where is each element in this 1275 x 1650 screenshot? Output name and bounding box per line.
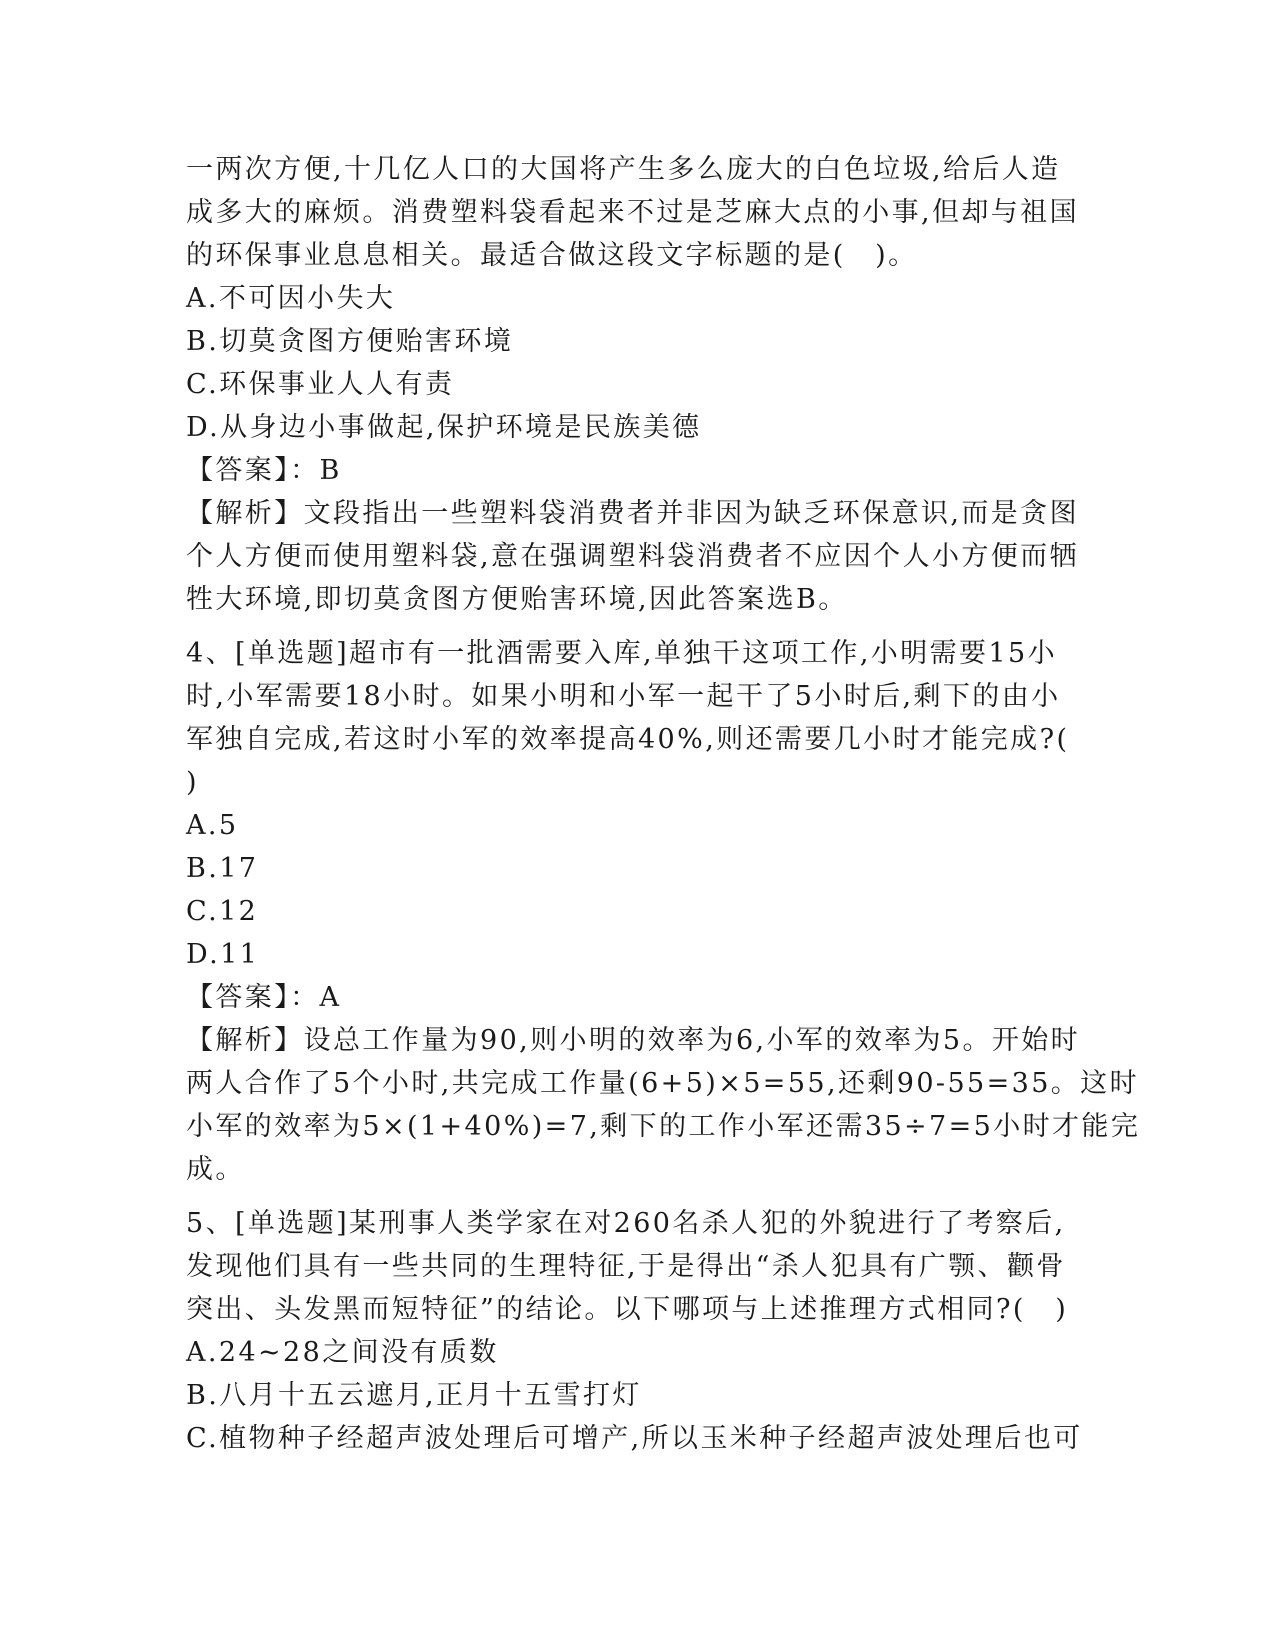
analysis-line: 小军的效率为5×(1+40%)=7,剩下的工作小军还需35÷7=5小时才能完 [186, 1111, 1141, 1142]
analysis-line: 【解析】文段指出一些塑料袋消费者并非因为缺乏环保意识,而是贪图 [186, 498, 1079, 529]
question-stem-line: 的环保事业息息相关。最适合做这段文字标题的是( )。 [186, 240, 918, 271]
analysis-line: 两人合作了5个小时,共完成工作量(6+5)×5=55,还剩90-55=35。这时 [186, 1068, 1139, 1099]
question-stem-line: 时,小军需要18小时。如果小明和小军一起干了5小时后,剩下的由小 [186, 681, 1061, 712]
question-stem-line: 突出、头发黑而短特征”的结论。以下哪项与上述推理方式相同?( ) [186, 1294, 1069, 1325]
answer-line: 【答案】：B [186, 455, 342, 486]
question-4 [186, 632, 1141, 1191]
option-d: D.11 [186, 939, 260, 970]
option-a: A.不可因小失大 [186, 283, 396, 314]
analysis-line: 个人方便而使用塑料袋,意在强调塑料袋消费者不应因个人小方便而牺 [186, 541, 1079, 572]
answer-line: 【答案】：A [186, 982, 342, 1013]
option-a: A.24~28之间没有质数 [186, 1337, 499, 1368]
question-stem-line: 4、[单选题]超市有一批酒需要入库,单独干这项工作,小明需要15小 [186, 638, 1057, 669]
question-stem-line: 一两次方便,十几亿人口的大国将产生多么庞大的白色垃圾,给后人造 [186, 154, 1061, 185]
question-spacer [186, 621, 1086, 632]
question-3 [186, 148, 1086, 621]
analysis-line: 成。 [186, 1154, 245, 1185]
question-5 [186, 1202, 1086, 1460]
option-a: A.5 [186, 810, 239, 841]
question-stem-line: 军独自完成,若这时小军的效率提高40%,则还需要几小时才能完成?( [186, 724, 1070, 755]
option-b: B.17 [186, 853, 259, 884]
question-stem-line: 成多大的麻烦。消费塑料袋看起来不过是芝麻大点的小事,但却与祖国 [186, 197, 1079, 228]
option-d: D.从身边小事做起,保护环境是民族美德 [186, 412, 702, 443]
option-c: C.12 [186, 896, 259, 927]
question-stem-line: ) [186, 767, 199, 798]
question-stem-line: 5、[单选题]某刑事人类学家在对260名杀人犯的外貌进行了考察后, [186, 1208, 1066, 1239]
option-b: B.切莫贪图方便贻害环境 [186, 326, 514, 357]
option-c: C.环保事业人人有责 [186, 369, 455, 400]
question-spacer [186, 1191, 1086, 1202]
option-c: C.植物种子经超声波处理后可增产,所以玉米种子经超声波处理后也可 [186, 1423, 1083, 1454]
analysis-line: 牲大环境,即切莫贪图方便贻害环境,因此答案选B。 [186, 584, 848, 615]
option-b: B.八月十五云遮月,正月十五雪打灯 [186, 1380, 642, 1411]
question-stem-line: 发现他们具有一些共同的生理特征,于是得出“杀人犯具有广颚、颧骨 [186, 1251, 1066, 1282]
analysis-line: 【解析】设总工作量为90,则小明的效率为6,小军的效率为5。开始时 [186, 1025, 1081, 1056]
document-page [186, 148, 1141, 1460]
